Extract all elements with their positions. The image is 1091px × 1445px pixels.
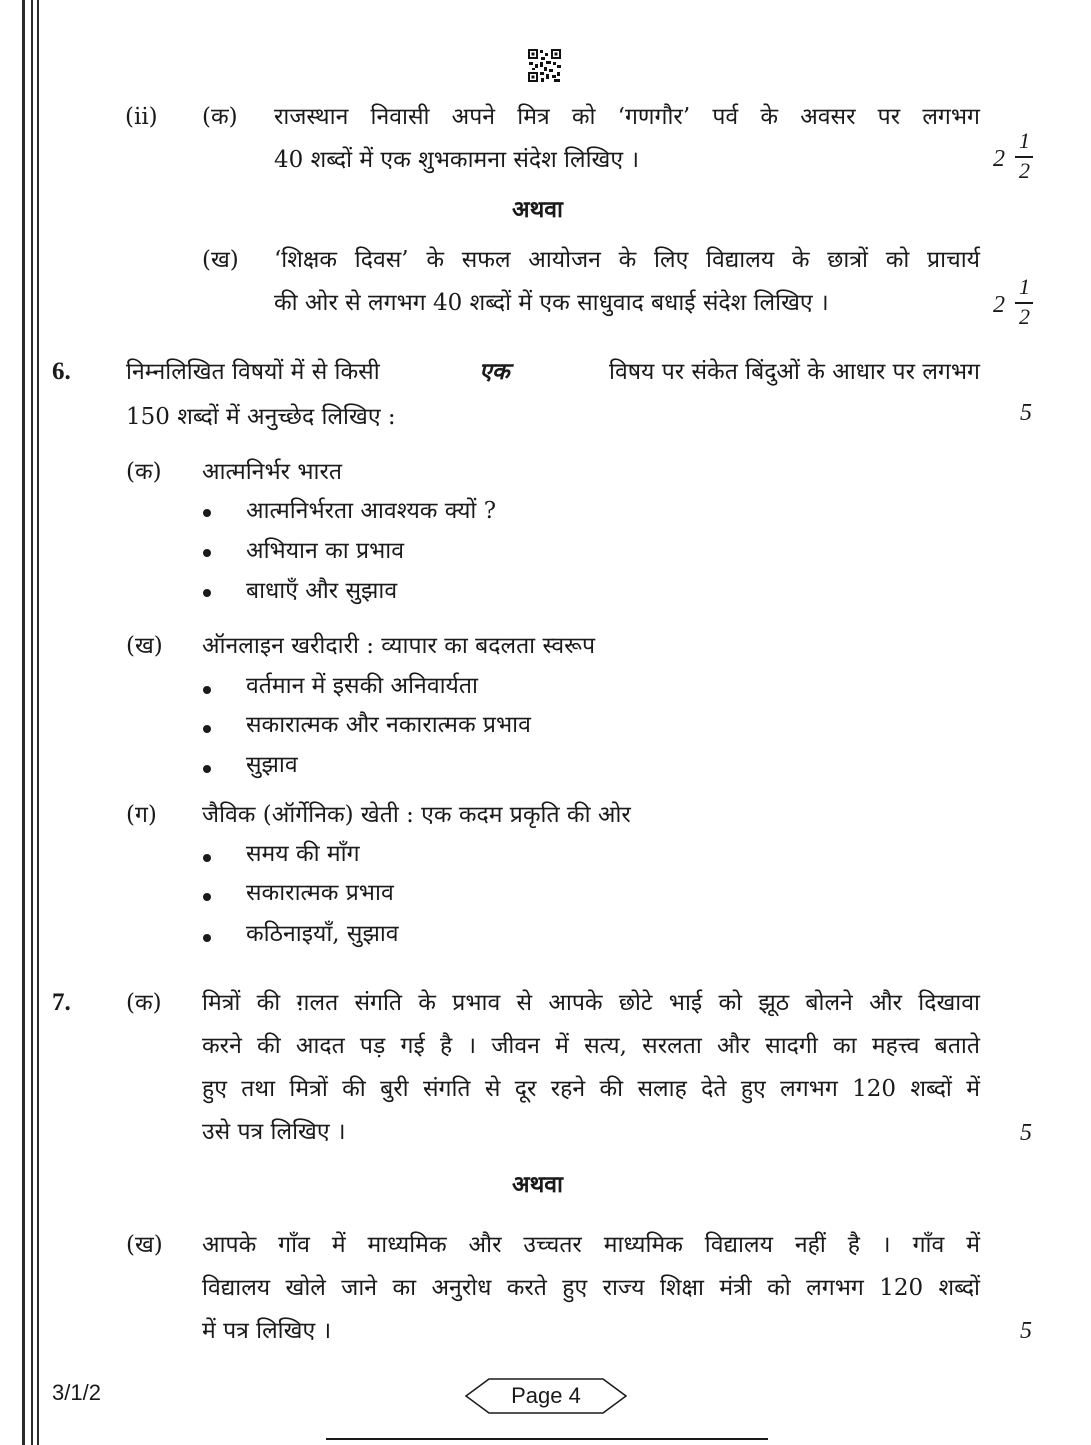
question-number: 7. bbox=[52, 989, 71, 1016]
question-text: उसे पत्र लिखिए । bbox=[202, 1119, 346, 1145]
margin-rule bbox=[31, 0, 33, 1445]
option-label: (क) bbox=[126, 990, 162, 1016]
topic-title: आत्मनिर्भर भारत bbox=[202, 459, 342, 485]
bullet-icon bbox=[203, 765, 211, 773]
page-number: Page 4 bbox=[511, 1383, 581, 1408]
option-label: (ख) bbox=[202, 247, 239, 273]
topic-title: जैविक (ऑर्गेनिक) खेती : एक कदम प्रकृति की ओर bbox=[202, 802, 631, 828]
margin-rule bbox=[22, 0, 25, 1445]
question-text-part: विषय पर संकेत बिंदुओं के आधार पर लगभग bbox=[609, 359, 980, 385]
question-text: मित्रों की ग़लत संगति के प्रभाव से आपके छोटे भाई को झूठ बोलने और दिखावा bbox=[202, 990, 980, 1016]
topic-point: कठिनाइयाँ, सुझाव bbox=[246, 921, 399, 947]
topic-point: समय की माँग bbox=[246, 841, 360, 867]
bullet-icon bbox=[203, 509, 211, 517]
topic-point: वर्तमान में इसकी अनिवार्यता bbox=[246, 673, 478, 699]
bullet-icon bbox=[203, 686, 211, 694]
option-label: (क) bbox=[126, 459, 162, 485]
footer-rule bbox=[326, 1438, 768, 1440]
topic-point: सकारात्मक प्रभाव bbox=[246, 880, 394, 906]
topic-point: सुझाव bbox=[246, 752, 298, 778]
question-text: हुए तथा मित्रों की बुरी संगति से दूर रहने की सलाह देते हुए लगभग 120 शब्दों में bbox=[202, 1076, 980, 1102]
question-text: विद्यालय खोले जाने का अनुरोध करते हुए राज्य शिक्षा मंत्री को लगभग 120 शब्दों bbox=[202, 1275, 980, 1301]
bullet-icon bbox=[203, 549, 211, 557]
marks-fraction: 2 1 2 bbox=[993, 278, 1063, 338]
question-text: राजस्थान निवासी अपने मित्र को ‘गणगौर’ पर्व के अवसर पर लगभग bbox=[274, 104, 980, 130]
or-heading: अथवा bbox=[512, 1171, 564, 1198]
option-label: (ख) bbox=[126, 633, 163, 659]
option-label: (ख) bbox=[126, 1232, 163, 1258]
question-number: 6. bbox=[52, 358, 71, 385]
topic-point: सकारात्मक और नकारात्मक प्रभाव bbox=[246, 712, 531, 738]
bullet-icon bbox=[203, 854, 211, 862]
question-text bbox=[126, 352, 980, 392]
qr-code-icon bbox=[527, 48, 562, 83]
option-label: (क) bbox=[202, 104, 238, 130]
paper-code: 3/1/2 bbox=[52, 1380, 101, 1405]
question-text: 40 शब्दों में एक शुभकामना संदेश लिखिए । bbox=[274, 147, 640, 173]
marks: 5 bbox=[1020, 400, 1032, 426]
margin-rule bbox=[37, 0, 39, 1445]
topic-title: ऑनलाइन खरीदारी : व्यापार का बदलता स्वरूप bbox=[202, 633, 596, 659]
question-text: ‘शिक्षक दिवस’ के सफल आयोजन के लिए विद्यालय के छात्रों को प्राचार्य bbox=[274, 247, 980, 273]
page-number-badge bbox=[465, 1378, 627, 1414]
question-text: की ओर से लगभग 40 शब्दों में एक साधुवाद बधाई संदेश लिखिए । bbox=[274, 290, 829, 316]
question-text: करने की आदत पड़ गई है । जीवन में सत्य, सरलता और सादगी का महत्त्व बताते bbox=[202, 1033, 980, 1059]
bullet-icon bbox=[203, 725, 211, 733]
marks: 5 bbox=[1020, 1120, 1032, 1146]
sub-question-number: (ii) bbox=[125, 104, 158, 130]
question-text: में पत्र लिखिए । bbox=[202, 1318, 332, 1344]
question-text-part: निम्नलिखित विषयों में से किसी bbox=[126, 359, 380, 385]
option-label: (ग) bbox=[126, 802, 157, 828]
or-heading: अथवा bbox=[512, 196, 564, 223]
topic-point: आत्मनिर्भरता आवश्यक क्यों ? bbox=[246, 498, 497, 524]
bullet-icon bbox=[203, 934, 211, 942]
marks-fraction: 2 1 2 bbox=[993, 132, 1063, 192]
topic-point: बाधाएँ और सुझाव bbox=[246, 578, 398, 604]
bullet-icon bbox=[203, 589, 211, 597]
question-text: आपके गाँव में माध्यमिक और उच्चतर माध्यमिक विद्यालय नहीं है । गाँव में bbox=[202, 1232, 980, 1258]
emphasis-text: एक bbox=[479, 358, 510, 385]
question-text: 150 शब्दों में अनुच्छेद लिखिए : bbox=[126, 404, 396, 430]
topic-point: अभियान का प्रभाव bbox=[246, 538, 405, 564]
bullet-icon bbox=[203, 893, 211, 901]
marks: 5 bbox=[1020, 1318, 1032, 1344]
